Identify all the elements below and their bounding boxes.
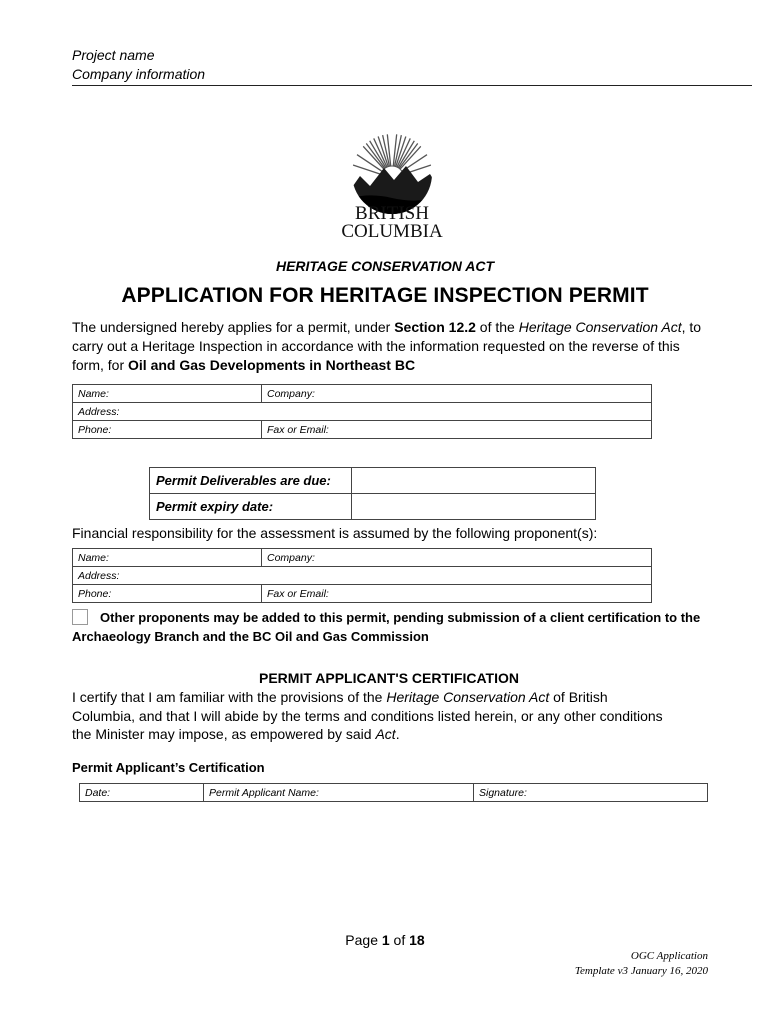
table-row bbox=[73, 403, 652, 421]
applicant-phone-field[interactable]: Phone: bbox=[73, 421, 262, 439]
intro-paragraph: The undersigned hereby applies for a permit, under Section 12.2 of the Heritage Conservation Act, to carry out a Heritage Inspection in accordance with the information requested on the reverse of this form, for Oil and Gas Developments in Northeast BC bbox=[72, 319, 702, 373]
table-row bbox=[73, 567, 652, 585]
table-row bbox=[73, 385, 652, 403]
permit-deliverables-field[interactable] bbox=[352, 468, 596, 494]
table-row bbox=[73, 585, 652, 603]
logo-line1: BRITISH bbox=[355, 203, 429, 224]
bc-logo bbox=[336, 126, 448, 244]
signature-table bbox=[79, 783, 708, 802]
proponent-fax-field[interactable]: Fax or Email: bbox=[262, 585, 652, 603]
company-information: Company information bbox=[72, 66, 206, 82]
other-proponents-text: Other proponents may be added to this permit, pending submission of a client certification to the Archaeology Branch and the BC Oil and Gas Commission bbox=[72, 610, 701, 644]
proponent-company-field[interactable]: Company: bbox=[262, 549, 652, 567]
permit-deliverables-label: Permit Deliverables are due: bbox=[150, 468, 352, 494]
table-row bbox=[73, 421, 652, 439]
table-row bbox=[150, 494, 596, 520]
date-field[interactable]: Date: bbox=[80, 784, 204, 802]
act-heading: HERITAGE CONSERVATION ACT bbox=[275, 258, 495, 274]
proponent-phone-field[interactable]: Phone: bbox=[73, 585, 262, 603]
ogc-application-label: OGC Application bbox=[630, 950, 708, 962]
applicant-table bbox=[72, 384, 652, 439]
header-rule bbox=[72, 85, 752, 86]
bc-sun-mountains-icon bbox=[336, 126, 448, 244]
financial-responsibility-text: Financial responsibility for the assessment is assumed by the following proponent(s): bbox=[72, 525, 598, 541]
applicant-name-field[interactable]: Name: bbox=[73, 385, 262, 403]
project-name: Project name bbox=[72, 47, 155, 63]
applicant-fax-field[interactable]: Fax or Email: bbox=[262, 421, 652, 439]
proponent-table bbox=[72, 548, 652, 603]
logo-line2: COLUMBIA bbox=[341, 221, 443, 242]
signature-section-label: Permit Applicant’s Certification bbox=[72, 760, 265, 775]
signature-field[interactable]: Signature: bbox=[474, 784, 708, 802]
table-row bbox=[150, 468, 596, 494]
table-row bbox=[73, 549, 652, 567]
applicant-name-signature-field[interactable]: Permit Applicant Name: bbox=[204, 784, 474, 802]
applicant-address-field[interactable]: Address: bbox=[73, 403, 652, 421]
permit-expiry-field[interactable] bbox=[352, 494, 596, 520]
permit-expiry-label: Permit expiry date: bbox=[150, 494, 352, 520]
template-version-label: Template v3 January 16, 2020 bbox=[574, 965, 708, 977]
certification-text: I certify that I am familiar with the provisions of the Heritage Conservation Act of British Columbia, and that I will abide by the terms and conditions listed herein, or any other conditions the Minister may impose, as empowered by said Act. bbox=[72, 689, 663, 742]
page-number: Page 1 of 18 bbox=[345, 932, 425, 948]
permit-table bbox=[149, 467, 596, 520]
proponent-address-field[interactable]: Address: bbox=[73, 567, 652, 585]
certification-heading: PERMIT APPLICANT'S CERTIFICATION bbox=[259, 670, 519, 686]
page-title: APPLICATION FOR HERITAGE INSPECTION PERMIT bbox=[121, 284, 649, 307]
table-row bbox=[80, 784, 708, 802]
proponent-name-field[interactable]: Name: bbox=[73, 549, 262, 567]
applicant-company-field[interactable]: Company: bbox=[262, 385, 652, 403]
